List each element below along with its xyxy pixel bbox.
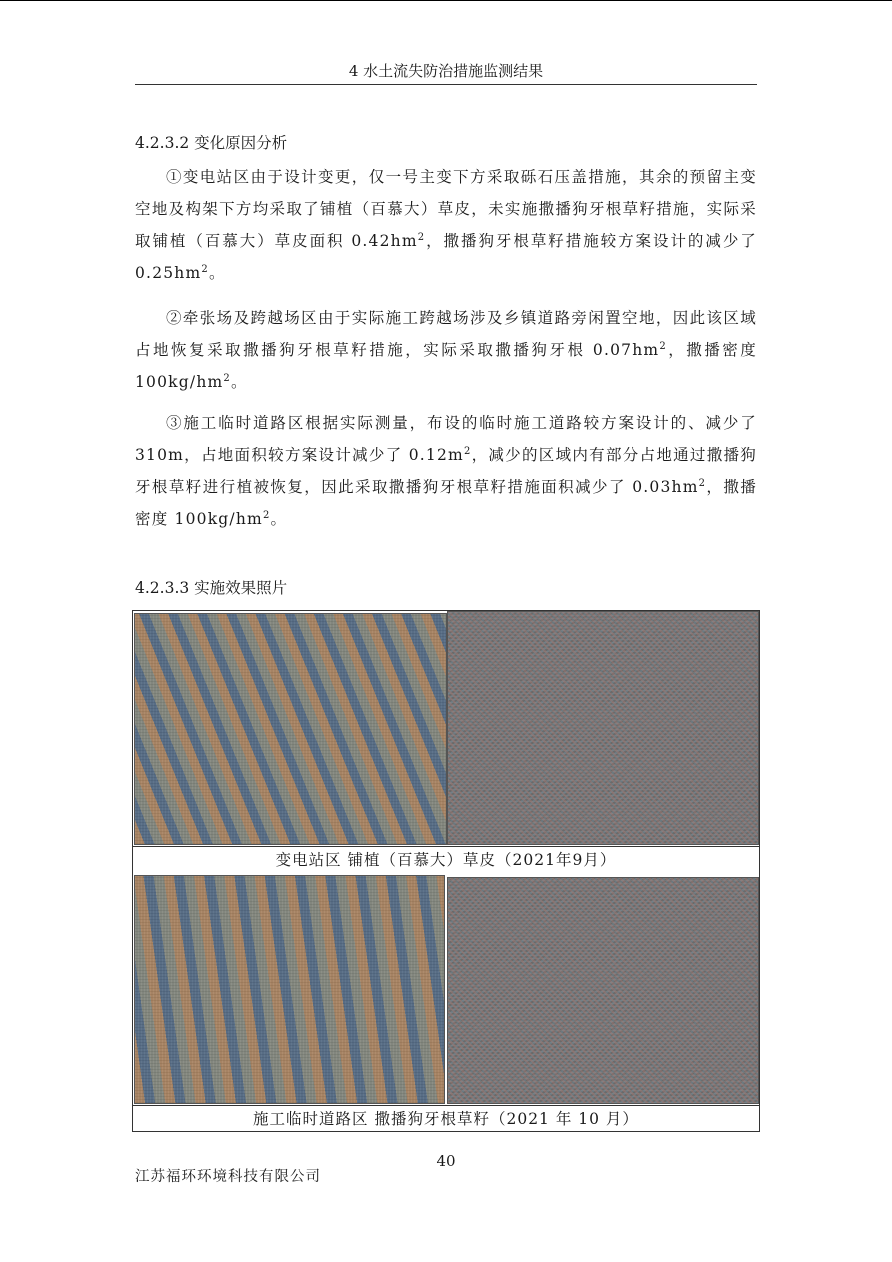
p1-text-c: 。 (208, 264, 226, 282)
superscript: 2 (201, 263, 209, 275)
page-footer-company: 江苏福环环境科技有限公司 (135, 1169, 321, 1185)
photo-caption-temporary-road: 施工临时道路区 撒播狗牙根草籽（2021 年 10 月） (133, 1105, 759, 1131)
paragraph-temporary-road-area (135, 407, 757, 535)
paragraph-tension-field-area (135, 302, 757, 398)
p3-text-b: ，减少的区域内有部分占地通过撒播狗牙根草籽进行植被恢复，因此采取撒播狗牙根草籽措施面积减少了 0.03hm (135, 446, 757, 496)
p3-text-d: 。 (270, 510, 288, 528)
p2-text-c: 。 (230, 373, 248, 391)
p2-text-b: ，撒播密度 100kg/hm (135, 341, 757, 391)
p2-text-a: ②牵张场及跨越场区由于实际施工跨越场涉及乡镇道路旁闲置空地，因此该区域占地恢复采取撒播狗牙根草籽措施，实际采取撒播狗牙根 0.07hm (135, 309, 757, 359)
p1-text-a: ①变电站区由于设计变更，仅一号主变下方采取砾石压盖措施，其余的预留主变空地及构架下方均采取了铺植（百慕大）草皮，未实施撒播狗牙根草籽措施，实际采取铺植（百慕大）草皮面积 0.42hm (135, 168, 757, 250)
photo-temporary-road-seeding-left (134, 875, 445, 1104)
section-heading-effect-photos: 4.2.3.3 实施效果照片 (135, 579, 288, 597)
photo-temporary-road-seeding-right (447, 877, 759, 1104)
p1-text-b: ，撒播狗牙根草籽措施较方案设计的减少了 0.25hm (135, 232, 758, 282)
photo-substation-sod-left (134, 613, 447, 845)
p3-text-c: ，撒播密度 100kg/hm (135, 478, 757, 528)
paragraph-substation-area (135, 161, 757, 289)
photo-table (132, 610, 760, 1132)
superscript: 2 (417, 231, 426, 243)
p3-text-a: ③施工临时道路区根据实际测量，布设的临时施工道路较方案设计的、减少了 310m，占地面积较方案设计减少了 0.12m (135, 414, 757, 464)
superscript: 2 (262, 509, 271, 521)
superscript: 2 (463, 445, 472, 457)
superscript: 2 (659, 340, 667, 352)
page-header: 4 水土流失防治措施监测结果 (135, 58, 757, 85)
section-heading-change-analysis: 4.2.3.2 变化原因分析 (135, 134, 288, 152)
photo-substation-sod-right (447, 611, 759, 845)
page-top-border (0, 0, 892, 1)
superscript: 2 (223, 372, 231, 384)
superscript: 2 (698, 477, 707, 489)
page-number: 40 (436, 1152, 456, 1170)
photo-caption-substation: 变电站区 铺植（百慕大）草皮（2021年9月） (133, 846, 759, 872)
